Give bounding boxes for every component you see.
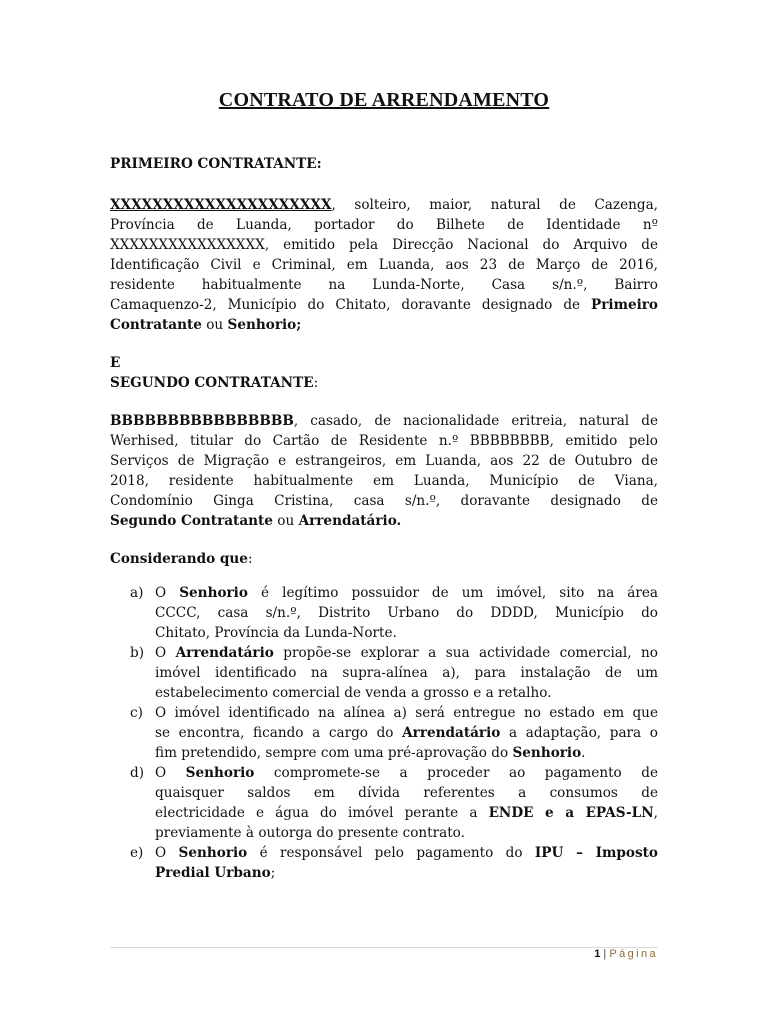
text-line [110, 235, 658, 255]
text-line [155, 783, 658, 803]
text-run: se encontra, ficando a cargo do [155, 725, 403, 741]
text-line [110, 471, 658, 491]
list-item [110, 843, 658, 883]
text-run: O imóvel identificado na alínea a) será entregue no estado em que [155, 705, 658, 721]
text-run: Predial Urbano [155, 865, 271, 881]
text-line [110, 431, 658, 451]
segundo-contratante-paragraph [110, 411, 658, 531]
text-run: Segundo Contratante [110, 513, 273, 529]
text-run: é responsável pelo pagamento do [247, 845, 535, 861]
primeiro-contratante-heading: PRIMEIRO CONTRATANTE: [110, 156, 322, 172]
text-run: , solteiro, maior, natural de Cazenga, [331, 197, 658, 213]
considerando-label: Considerando que [110, 551, 248, 567]
text-run: Identificação Civil e Criminal, em Luanda, aos 23 de Março de 2016, [110, 257, 658, 273]
text-run: ENDE e a EPAS-LN [488, 805, 654, 821]
text-line [110, 511, 658, 531]
text-run: propõe-se explorar a sua actividade comercial, no [273, 645, 658, 661]
text-run: Camaquenzo-2, Município do Chitato, doravante designado de [110, 297, 592, 313]
text-run: BBBBBBBBBBBBBBBB [110, 413, 294, 429]
text-run: Arrendatário [175, 645, 274, 661]
page-footer [594, 948, 658, 960]
text-run: Contratante [110, 317, 202, 333]
text-run: , casado, de nacionalidade eritreia, natural de [293, 413, 658, 429]
footer-divider [110, 947, 658, 948]
text-run: Serviços de Migração e estrangeiros, em Luanda, aos 22 de Outubro de [110, 453, 658, 469]
text-run: O [155, 645, 176, 661]
text-line [110, 295, 658, 315]
text-line [155, 723, 658, 743]
text-run: Província de Luanda, portador do Bilhete de Identidade nº [110, 217, 658, 233]
text-run: Senhorio [512, 745, 582, 761]
considerando-heading [110, 549, 658, 569]
list-marker: d) [130, 765, 145, 781]
text-line [155, 843, 658, 863]
text-line [110, 195, 658, 215]
text-line [155, 683, 658, 703]
text-run: é legítimo possuidor de um imóvel, sito na área [247, 585, 659, 601]
text-line [110, 315, 658, 335]
text-run: Werhised, titular do Cartão de Residente n.º BBBBBBBB, emitido pelo [110, 433, 658, 449]
text-run: previamente à outorga do presente contrato. [155, 825, 465, 841]
text-line [155, 623, 658, 643]
text-run: 2018, residente habitualmente em Luanda, Município de Viana, [110, 473, 658, 489]
text-line [155, 603, 658, 623]
considerando-list [110, 583, 658, 883]
list-marker: e) [130, 845, 144, 861]
text-run: , [653, 805, 658, 821]
text-run: estabelecimento comercial de venda a grosso e a retalho. [155, 685, 552, 701]
primeiro-contratante-paragraph [110, 195, 658, 335]
e-connector: E [110, 355, 121, 371]
text-run: residente habitualmente na Lunda-Norte, Casa s/n.º, Bairro [110, 277, 658, 293]
text-line [110, 255, 658, 275]
text-run: quaisquer saldos em dívida referentes a consumos de [155, 785, 658, 801]
text-line [155, 703, 658, 723]
text-run: Senhorio; [227, 317, 302, 333]
list-item [110, 763, 658, 843]
text-line [155, 863, 658, 883]
segundo-contratante-heading [110, 373, 658, 393]
text-run: O [155, 845, 179, 861]
text-run: Arrendatário [402, 725, 501, 741]
text-line [110, 215, 658, 235]
text-line [110, 491, 658, 511]
text-line [155, 663, 658, 683]
text-run: fim pretendido, sempre com uma pré-aprovação do [155, 745, 513, 761]
text-run: Senhorio [185, 765, 255, 781]
list-marker: c) [130, 705, 143, 721]
text-run: Senhorio [178, 845, 248, 861]
document-title: CONTRATO DE ARRENDAMENTO [218, 89, 550, 111]
text-line [155, 823, 658, 843]
text-run: electricidade e água do imóvel perante a [155, 805, 489, 821]
text-run: CCCC, casa s/n.º, Distrito Urbano do DDDD, Município do [155, 605, 658, 621]
text-run: XXXXXXXXXXXXXXXX, emitido pela Direcção Nacional do Arquivo de [110, 237, 658, 253]
text-run: imóvel identificado na supra-alínea a), para instalação de um [155, 665, 658, 681]
list-marker: b) [130, 645, 145, 661]
text-run: O [155, 585, 180, 601]
page-number: 1 [594, 948, 601, 960]
text-line [155, 583, 658, 603]
text-line [110, 275, 658, 295]
text-run: ou [201, 317, 228, 333]
text-run: Condomínio Ginga Cristina, casa s/n.º, doravante designado de [110, 493, 658, 509]
text-run: Arrendatário. [298, 513, 402, 529]
document-body [110, 154, 658, 883]
page-separator: | [600, 948, 610, 960]
text-line [155, 643, 658, 663]
text-run: . [581, 745, 586, 761]
text-run: compromete-se a proceder ao pagamento de [254, 765, 658, 781]
segundo-heading-text: SEGUNDO CONTRATANTE [110, 375, 314, 391]
text-run: ; [270, 865, 276, 881]
text-line [155, 763, 658, 783]
text-run: a adaptação, para o [500, 725, 658, 741]
considerando-suffix: : [247, 551, 253, 567]
text-line [155, 803, 658, 823]
text-run: IPU – Imposto [534, 845, 658, 861]
segundo-heading-suffix: : [313, 375, 319, 391]
list-item [110, 583, 658, 643]
text-line [110, 451, 658, 471]
text-run: Primeiro [591, 297, 658, 313]
text-run: ou [272, 513, 299, 529]
list-item [110, 703, 658, 763]
text-run: Senhorio [179, 585, 248, 601]
text-run: O [155, 765, 186, 781]
list-marker: a) [130, 585, 144, 601]
list-item [110, 643, 658, 703]
text-line [155, 743, 658, 763]
text-run: Chitato, Província da Lunda-Norte. [155, 625, 397, 641]
page-label: Página [609, 948, 658, 960]
text-run: XXXXXXXXXXXXXXXXXXXXX [110, 197, 332, 213]
text-line [110, 411, 658, 431]
